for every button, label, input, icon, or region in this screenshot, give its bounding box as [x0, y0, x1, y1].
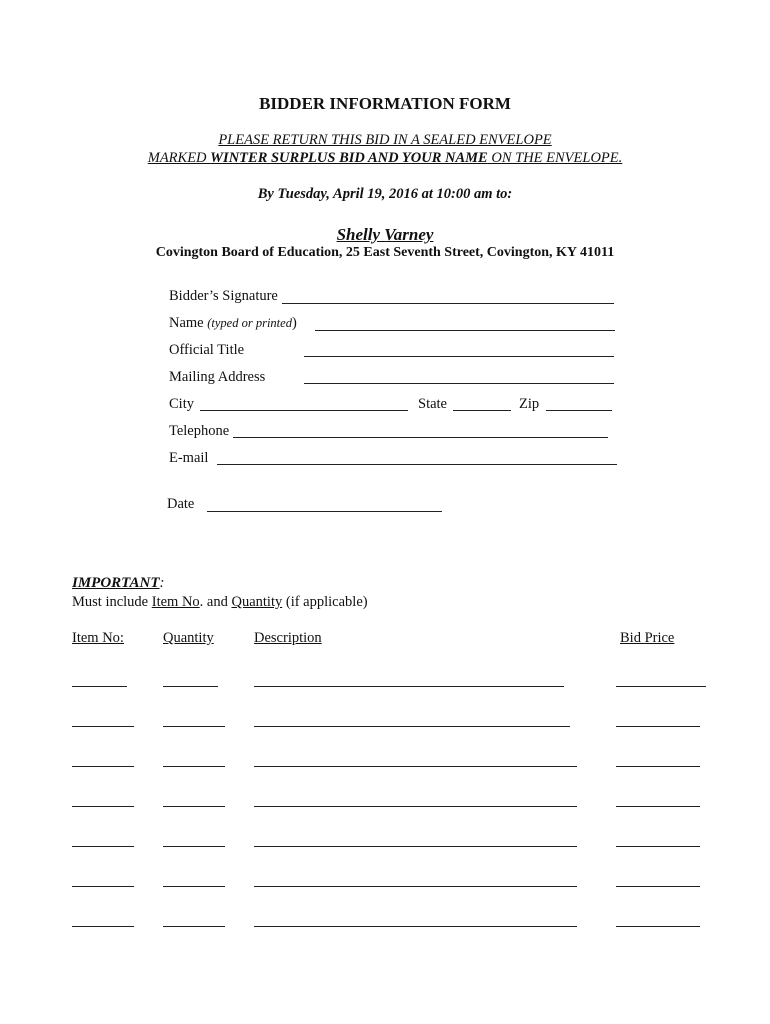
item-no-line[interactable]: [72, 766, 134, 767]
important-colon: :: [159, 575, 165, 591]
description-line[interactable]: [254, 846, 577, 847]
quantity-line[interactable]: [163, 686, 218, 687]
important-note-mid: . and: [199, 594, 232, 610]
column-header-description: Description: [254, 630, 322, 646]
mailing-address-label: Mailing Address: [169, 369, 266, 385]
city-line[interactable]: [200, 410, 408, 411]
quantity-line[interactable]: [163, 926, 225, 927]
column-header-item-no: Item No:: [72, 630, 124, 646]
name-line[interactable]: [315, 330, 615, 331]
quantity-line[interactable]: [163, 766, 225, 767]
state-label: State: [418, 396, 447, 412]
bid-price-line[interactable]: [616, 766, 700, 767]
telephone-line[interactable]: [233, 437, 608, 438]
state-line[interactable]: [453, 410, 511, 411]
official-title-line[interactable]: [304, 356, 614, 357]
bid-price-line[interactable]: [616, 846, 700, 847]
zip-line[interactable]: [546, 410, 612, 411]
name-label-paren: ): [291, 315, 297, 331]
quantity-line[interactable]: [163, 846, 225, 847]
mailing-address-line[interactable]: [304, 383, 614, 384]
description-line[interactable]: [254, 726, 570, 727]
description-line[interactable]: [254, 926, 577, 927]
name-label-text: Name: [169, 315, 208, 331]
bid-price-line[interactable]: [616, 726, 700, 727]
description-line[interactable]: [254, 806, 577, 807]
description-line[interactable]: [254, 886, 577, 887]
envelope-instruction-prefix: MARKED: [147, 150, 211, 166]
date-label: Date: [167, 496, 195, 512]
bid-price-line[interactable]: [616, 886, 700, 887]
envelope-instruction: [0, 150, 770, 167]
description-line[interactable]: [254, 686, 564, 687]
email-line[interactable]: [217, 464, 617, 465]
bid-price-line[interactable]: [616, 806, 700, 807]
item-no-line[interactable]: [72, 726, 134, 727]
envelope-instruction-bold: WINTER SURPLUS BID AND YOUR NAME: [210, 150, 488, 166]
item-no-line[interactable]: [72, 886, 134, 887]
quantity-line[interactable]: [163, 886, 225, 887]
important-note: [72, 594, 368, 611]
quantity-line[interactable]: [163, 806, 225, 807]
item-no-line[interactable]: [72, 926, 134, 927]
column-header-bid-price: Bid Price: [620, 630, 675, 646]
email-label: E-mail: [169, 450, 209, 466]
important-quantity: Quantity: [231, 594, 283, 610]
envelope-instruction-suffix: ON THE ENVELOPE.: [487, 150, 623, 166]
name-label: [169, 315, 297, 332]
city-label: City: [169, 396, 194, 412]
quantity-line[interactable]: [163, 726, 225, 727]
return-instruction: PLEASE RETURN THIS BID IN A SEALED ENVELOPE: [218, 132, 552, 148]
important-heading-text: IMPORTANT: [72, 575, 160, 591]
official-title-label: Official Title: [169, 342, 245, 358]
important-item-no: Item No: [151, 594, 200, 610]
signature-label: Bidder’s Signature: [169, 288, 278, 304]
column-header-quantity: Quantity: [163, 630, 214, 646]
description-line[interactable]: [254, 766, 577, 767]
recipient-name: Shelly Varney: [336, 225, 434, 244]
name-label-note: (typed or printed: [207, 316, 292, 330]
bid-price-line[interactable]: [616, 686, 706, 687]
zip-label: Zip: [519, 396, 540, 412]
signature-line[interactable]: [282, 303, 614, 304]
form-title: BIDDER INFORMATION FORM: [259, 94, 511, 113]
telephone-label: Telephone: [169, 423, 230, 439]
important-note-suffix: (if applicable): [282, 594, 368, 610]
recipient-address: Covington Board of Education, 25 East Seventh Street, Covington, KY 41011: [155, 245, 615, 260]
important-note-prefix: Must include: [72, 594, 152, 610]
important-heading: [72, 575, 165, 592]
date-line[interactable]: [207, 511, 442, 512]
item-no-line[interactable]: [72, 846, 134, 847]
deadline-text: By Tuesday, April 19, 2016 at 10:00 am to:: [257, 186, 513, 202]
bid-price-line[interactable]: [616, 926, 700, 927]
item-no-line[interactable]: [72, 806, 134, 807]
item-no-line[interactable]: [72, 686, 127, 687]
